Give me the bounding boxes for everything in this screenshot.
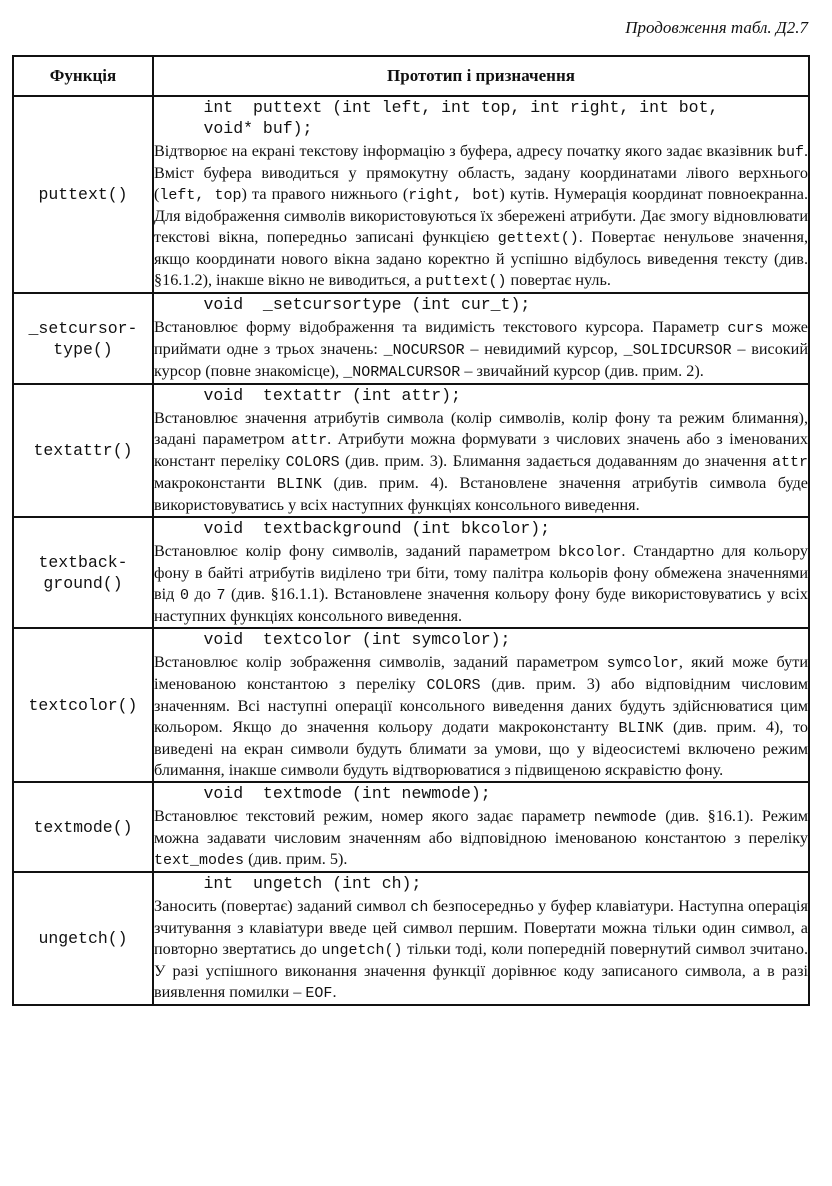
description-cell: [153, 384, 809, 517]
description-text: може приймати одне з трьох значень:: [154, 318, 808, 358]
function-description: [154, 806, 808, 871]
code-identifier: COLORS: [426, 677, 481, 694]
function-prototype: int puttext (int left, int top, int right, int bot, void* buf);: [203, 98, 719, 138]
table-row: [13, 384, 809, 517]
description-text: – невидимий курсор,: [464, 340, 624, 358]
code-identifier: ungetch(): [321, 942, 403, 959]
function-prototype: void textcolor (int symcolor);: [154, 630, 511, 649]
function-description: [154, 408, 808, 516]
description-text: Заносить (повертає) заданий символ: [154, 897, 411, 915]
code-identifier: attr: [771, 454, 808, 471]
description-cell: [153, 293, 809, 384]
code-identifier: BLINK: [276, 476, 322, 493]
description-text: – звичайний курсор (див. прим. 2).: [460, 362, 704, 380]
function-name-cell: ungetch(): [13, 872, 153, 1005]
code-identifier: _SOLIDCURSOR: [623, 342, 732, 359]
function-description: [154, 896, 808, 1004]
description-cell: [153, 782, 809, 872]
description-text: Відтворює на екрані текстову інформацію з буфера, адресу початку якого задає вказівник: [154, 142, 777, 160]
description-text: до: [188, 585, 217, 603]
description-text: (див. §16.1.1). Встановлене значення кольору фону буде використовуватись у всіх наступних функціях консольного виведення.: [154, 585, 808, 625]
function-prototype: void textattr (int attr);: [154, 386, 461, 405]
table-row: [13, 782, 809, 872]
description-text: (див. прим. 4), то виведені на екран символи будуть блимати за умови, що у відеосистемі включено режим блимання, інакше символи будуть відтворюватися з підвищеною яскравістю фону.: [154, 718, 808, 779]
description-text: тільки тоді, коли попередній повернутий символ зчитано. У разі успішного виконання значення функції дорівнює коду записаного символа, а в разі виявлення помилки –: [154, 940, 808, 1001]
function-description: [154, 541, 808, 627]
description-text: . Атрибути можна формувати з числових значень або з іменованих констант переліку: [154, 430, 809, 470]
code-identifier: gettext(): [497, 230, 579, 247]
description-text: ) та правого нижнього (: [241, 185, 409, 203]
description-text: Встановлює текстовий режим, номер якого задає параметр: [154, 807, 594, 825]
description-text: – високий курсор (повне знакомісце),: [154, 340, 808, 380]
table-row: [13, 517, 809, 628]
table-row: [13, 293, 809, 384]
description-text: , який може бути іменованою константою з переліку: [154, 653, 808, 693]
header-prototype: Прототип і призначення: [153, 56, 809, 96]
code-identifier: ch: [410, 899, 429, 916]
description-cell: [153, 872, 809, 1005]
function-description: [154, 141, 808, 292]
description-text: .: [332, 983, 337, 1001]
code-identifier: EOF: [305, 985, 333, 1002]
function-name-cell: _setcursor- type(): [13, 293, 153, 384]
code-identifier: newmode: [593, 809, 657, 826]
code-identifier: bkcolor: [558, 544, 622, 561]
description-text: (див. §16.1). Режим можна задавати числовим значенням або відповідною іменованою константою з переліку: [154, 807, 808, 847]
description-text: безпосередньо у буфер клавіатури. Наступна операція зчитування з клавіатури введе цей символ першим. Повертати можна тільки один символ, а повторно звертатись до: [154, 897, 809, 958]
code-identifier: _NOCURSOR: [383, 342, 465, 359]
description-cell: [153, 96, 809, 293]
description-text: Встановлює значення атрибутів символа (колір символів, колір фону та режим блимання), задані параметром: [154, 409, 808, 448]
description-text: макроконстанти: [154, 474, 277, 492]
table-caption: Продовження табл. Д2.7: [625, 18, 808, 37]
table-row: [13, 872, 809, 1005]
function-prototype: void textbackground (int bkcolor);: [154, 519, 551, 538]
description-text: Встановлює форму відображення та видимість текстового курсора. Параметр: [154, 318, 728, 336]
header-function: Функція: [13, 56, 153, 96]
function-prototype: int ungetch (int ch);: [154, 874, 422, 893]
function-name-cell: textcolor(): [13, 628, 153, 782]
function-prototype: void textmode (int newmode);: [154, 784, 491, 803]
description-text: Встановлює колір зображення символів, заданий параметром: [154, 653, 607, 671]
function-name-cell: puttext(): [13, 96, 153, 293]
code-identifier: left, top: [159, 187, 242, 204]
function-description: [154, 317, 808, 383]
code-identifier: COLORS: [285, 454, 340, 471]
function-name-cell: textback- ground(): [13, 517, 153, 628]
function-name-cell: textattr(): [13, 384, 153, 517]
description-cell: [153, 628, 809, 782]
description-text: Встановлює колір фону символів, заданий параметром: [154, 542, 559, 560]
description-text: (див. прим. 5).: [244, 850, 348, 868]
code-identifier: puttext(): [425, 273, 507, 290]
table-row: [13, 96, 809, 293]
description-text: (див. прим. 3). Блимання задається додаванням до значення: [339, 452, 772, 470]
description-text: . Повертає ненульове значення, якщо координати нового вікна задано коректно й успішно відбулось виведення тексту (див. §16.1.2), інакше вікно не виводиться, а: [154, 228, 808, 289]
description-text: (див. прим. 4). Встановлене значення атрибутів символа буде використовуватись у всіх наступних функціях консольного виведення.: [154, 474, 808, 514]
code-identifier: buf: [776, 144, 804, 161]
description-text: (див. прим. 3) або відповідним числовим значенням. Всі наступні операції консольного виведення даних будуть здійснюватися цим кольором. Якщо до значення кольору додати макроконстанту: [154, 675, 809, 736]
code-identifier: _NORMALCURSOR: [343, 364, 461, 381]
description-text: . Стандартно для кольору фону в байті атрибутів виділено три біти, тому палітра кольорів фону обмежена значеннями від: [154, 542, 808, 603]
functions-table: [12, 55, 810, 1006]
table-header-row: [13, 56, 809, 96]
code-identifier: attr: [291, 432, 328, 449]
code-identifier: 7: [216, 587, 226, 604]
code-identifier: text_modes: [154, 852, 245, 869]
function-prototype: void _setcursortype (int cur_t);: [154, 295, 531, 314]
code-identifier: right, bot: [408, 187, 500, 204]
function-description: [154, 652, 808, 781]
description-text: . Вміст буфера виводиться у прямокутну область, задану координатами лівого верхнього (: [154, 142, 808, 203]
table-row: [13, 628, 809, 782]
code-identifier: symcolor: [606, 655, 679, 672]
description-cell: [153, 517, 809, 628]
function-name-cell: textmode(): [13, 782, 153, 872]
description-text: повертає нуль.: [506, 271, 611, 289]
code-identifier: BLINK: [618, 720, 664, 737]
code-identifier: curs: [727, 320, 764, 337]
code-identifier: 0: [179, 587, 189, 604]
description-text: ) кутів. Нумерація координат повноекранна. Для відображення символів використовуються їх збережені атрибути. Дає змогу відновлювати текстові вікна, попередньо записані функцією: [154, 185, 809, 246]
